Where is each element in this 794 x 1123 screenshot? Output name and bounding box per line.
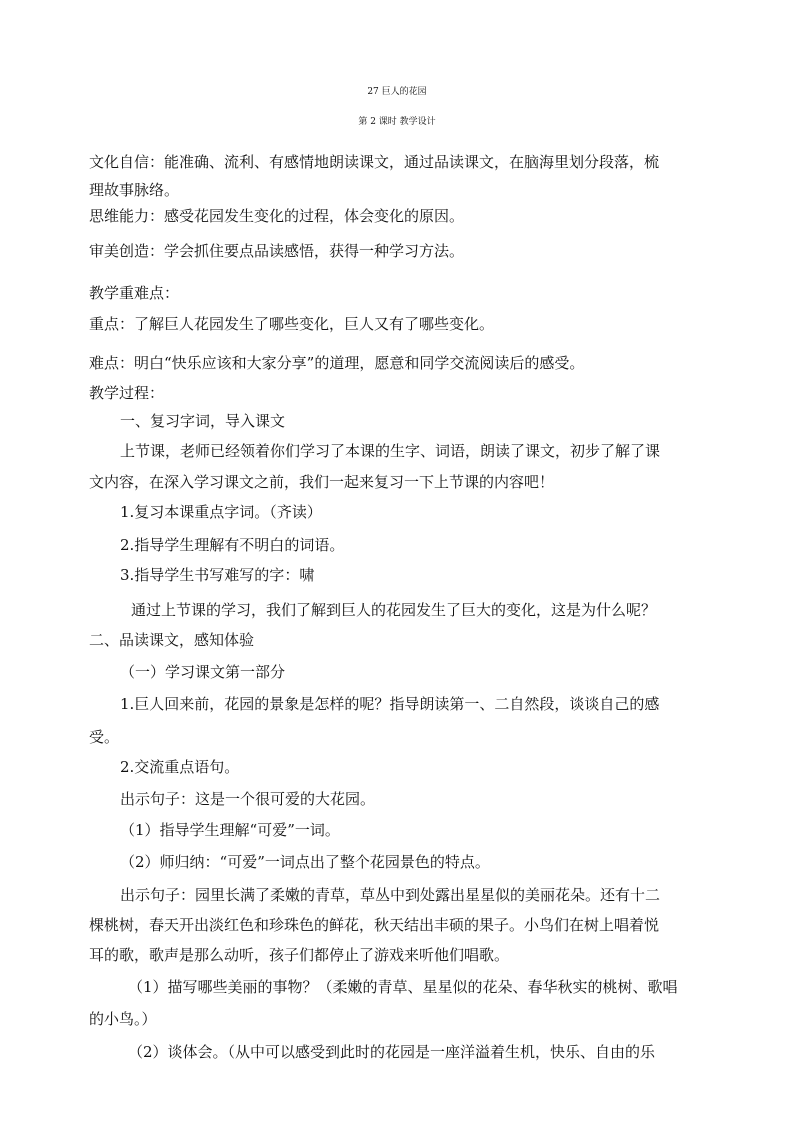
section1-heading: 一、复习字词，导入课文 — [120, 412, 286, 430]
part1-heading: （一）学习课文第一部分 — [120, 663, 286, 681]
objective-thinking: 思维能力：感受花园发生变化的过程，体会变化的原因。 — [89, 207, 465, 225]
objective-culture-line2: 理故事脉络。 — [89, 181, 180, 199]
section1-step3: 3.指导学生书写难写的字：啸 — [120, 566, 315, 584]
section2-heading: 二、品读课文，感知体验 — [89, 631, 255, 649]
document-subtitle: 第 2 课时 教学设计 — [358, 117, 436, 127]
objective-culture-line1: 文化自信：能准确、流利、有感情地朗读课文，通过品读课文，在脑海里划分段落，梳 — [89, 153, 660, 171]
part1-sub4: （2）谈体会。（从中可以感受到此时的花园是一座洋溢着生机，快乐、自由的乐 — [128, 1043, 656, 1061]
section1-step2: 2.指导学生理解有不明白的词语。 — [120, 536, 345, 554]
part1-q2: 2.交流重点语句。 — [120, 758, 240, 776]
key-point-difficulty: 难点：明白“快乐应该和大家分享”的道理，愿意和同学交流阅读后的感受。 — [89, 354, 585, 372]
key-point-focus: 重点：了解巨人花园发生了哪些变化，巨人又有了哪些变化。 — [89, 315, 495, 333]
part1-q1-line2: 受。 — [89, 728, 120, 746]
part1-sub1: （1）指导学生理解“可爱”一词。 — [120, 821, 340, 839]
part1-q1-line1: 1.巨人回来前，花园的景象是怎样的呢？指导朗读第一、二自然段，谈谈自己的感 — [120, 695, 660, 713]
objective-aesthetic: 审美创造：学会抓住要点品读感悟，获得一种学习方法。 — [89, 242, 465, 260]
part1-sub3-line1: （1）描写哪些美丽的事物？（柔嫩的青草、星星似的花朵、春华秋实的桃树、歌唱 — [128, 978, 678, 996]
part1-sentence2-line1: 出示句子：园里长满了柔嫩的青草，草丛中到处露出星星似的美丽花朵。还有十二 — [120, 886, 661, 904]
document-title: 27 巨人的花园 — [367, 87, 427, 97]
section1-intro-line1: 上节课，老师已经领着你们学习了本课的生字、词语，朗读了课文，初步了解了课 — [120, 442, 661, 460]
part1-sentence2-line3: 耳的歌，歌声是那么动听，孩子们都停止了游戏来听他们唱歌。 — [89, 946, 510, 964]
part1-sentence2-line2: 棵桃树，春天开出淡红色和珍珠色的鲜花，秋天结出丰硕的果子。小鸟们在树上唱着悦 — [89, 916, 660, 934]
part1-sub2: （2）师归纳：“可爱”一词点出了整个花园景色的特点。 — [120, 853, 490, 871]
section1-transition: 通过上节课的学习，我们了解到巨人的花园发生了巨大的变化，这是为什么呢？ — [131, 601, 657, 619]
part1-sub3-line2: 的小鸟。） — [89, 1010, 157, 1028]
section1-intro-line2: 文内容，在深入学习课文之前，我们一起来复习一下上节课的内容吧！ — [89, 473, 555, 491]
section1-step1: 1.复习本课重点字词。（齐读） — [120, 503, 322, 521]
process-heading: 教学过程： — [89, 384, 165, 402]
key-points-heading: 教学重难点： — [89, 284, 180, 302]
part1-sentence1: 出示句子：这是一个很可爱的大花园。 — [120, 790, 376, 808]
